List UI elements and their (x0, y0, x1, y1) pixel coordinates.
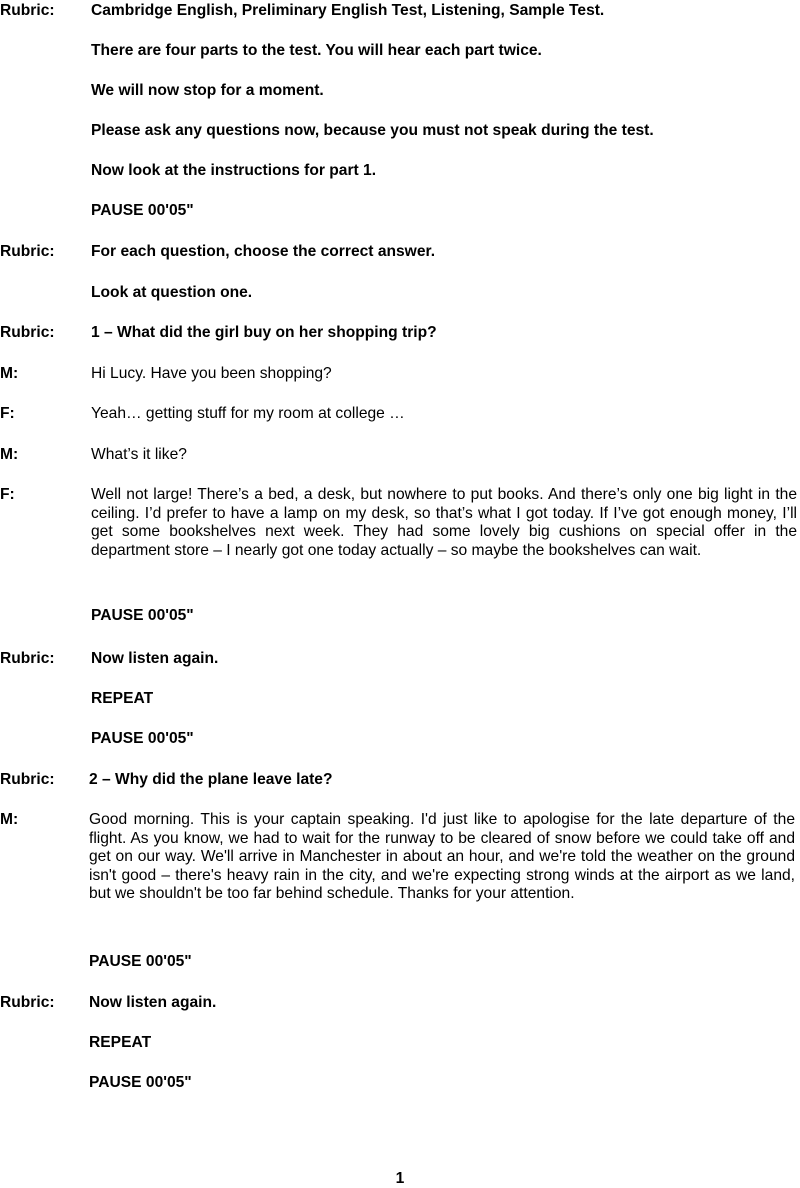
rubric-text: Please ask any questions now, because you must not speak during the test. (91, 122, 654, 139)
rubric-text: 1 – What did the girl buy on her shopping trip? (91, 324, 437, 341)
rubric-text: Now listen again. (91, 650, 219, 667)
speaker-label: Rubric: (0, 324, 55, 341)
dialogue-text: Good morning. This is your captain speaking. I'd just like to apologise for the late departure of the flight. As you know, we had to wait for the runway to be cleared of snow before we could take off and get on our way. We'll arrive in Manchester in about an hour, and we're told the weather on the ground isn't good – there's heavy rain in the city, and we're expecting strong winds at the airport as we land, but we shouldn't be too far behind schedule. Thanks for your attention. (89, 811, 795, 902)
rubric-text: There are four parts to the test. You will hear each part twice. (91, 42, 542, 59)
speaker-label: Rubric: (0, 2, 55, 19)
rubric-text: PAUSE 00'05" (89, 953, 192, 970)
rubric-text: PAUSE 00'05" (91, 730, 194, 747)
rubric-text: We will now stop for a moment. (91, 82, 324, 99)
rubric-text: Look at question one. (91, 284, 253, 301)
rubric-text: Cambridge English, Preliminary English Test, Listening, Sample Test. (91, 2, 605, 19)
page-number: 1 (395, 1170, 405, 1187)
rubric-text: REPEAT (91, 690, 154, 707)
rubric-text: PAUSE 00'05" (89, 1074, 192, 1091)
speaker-label: M: (0, 446, 19, 463)
speaker-label: Rubric: (0, 650, 55, 667)
speaker-label: Rubric: (0, 771, 55, 788)
rubric-text: Now listen again. (89, 994, 217, 1011)
speaker-label: Rubric: (0, 243, 55, 260)
speaker-label: M: (0, 811, 19, 828)
dialogue-text: Well not large! There’s a bed, a desk, but nowhere to put books. And there’s only one big light in the ceiling. I’d prefer to have a lamp on my desk, so that’s what I got today. If I’ve got enough money, I’ll get some bookshelves next week. They had some lovely big cushions on special offer in the department store – I nearly got one today actually – so maybe the bookshelves can wait. (91, 486, 797, 559)
dialogue-text: Hi Lucy. Have you been shopping? (91, 365, 332, 382)
rubric-text: For each question, choose the correct answer. (91, 243, 436, 260)
speaker-label: F: (0, 405, 15, 422)
dialogue-text: What’s it like? (91, 446, 187, 463)
speaker-label: F: (0, 486, 15, 503)
rubric-text: PAUSE 00'05" (91, 607, 194, 624)
rubric-text: PAUSE 00'05" (91, 202, 194, 219)
rubric-text: 2 – Why did the plane leave late? (89, 771, 333, 788)
dialogue-text: Yeah… getting stuff for my room at college … (91, 405, 405, 422)
rubric-text: Now look at the instructions for part 1. (91, 162, 377, 179)
speaker-label: M: (0, 365, 19, 382)
rubric-text: REPEAT (89, 1034, 152, 1051)
speaker-label: Rubric: (0, 994, 55, 1011)
